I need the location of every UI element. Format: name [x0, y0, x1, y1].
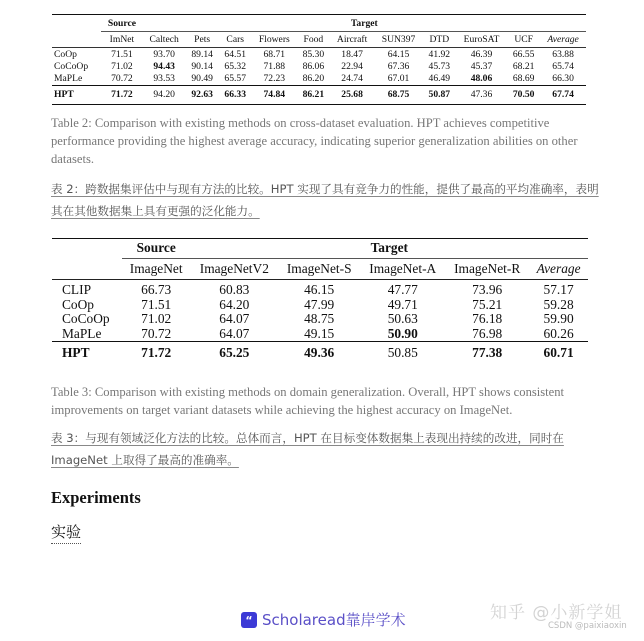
cell-best: 71.72: [122, 342, 191, 363]
cell-best: 65.25: [191, 342, 278, 363]
col-header: ImageNet: [122, 258, 191, 280]
cell: 49.15: [304, 325, 335, 341]
cell: 48.75: [304, 311, 335, 326]
table-row: [52, 312, 588, 327]
cell: 45.37: [470, 61, 493, 72]
cell: 65.32: [224, 61, 247, 72]
col-header: DTD: [423, 32, 456, 48]
cell-best: 92.63: [186, 86, 219, 105]
cell: 68.69: [512, 73, 535, 84]
cell: 60.83: [191, 280, 278, 298]
col-header: Caltech: [143, 32, 186, 48]
cell: 18.47: [330, 48, 374, 62]
col-header-average: Average: [529, 258, 588, 280]
quote-icon: “: [241, 612, 257, 628]
cell: 47.77: [360, 280, 445, 298]
cell: 49.71: [387, 296, 418, 312]
table-2-caption: Table 2: Comparison with existing methods on cross-dataset evaluation. HPT achieves competitive performance providing the highest average accuracy, indicating superior generalization abilities on other datasets.: [51, 116, 578, 166]
target-header: Target: [191, 239, 588, 259]
cell: 73.96: [445, 280, 529, 298]
cell-best: 71.72: [101, 86, 142, 105]
table-2-column-header-row: [52, 32, 586, 48]
table-2-group-header-row: [52, 15, 586, 32]
method-name: CLIP: [52, 280, 122, 298]
cell: 65.57: [224, 73, 247, 84]
table-3-caption: Table 3: Comparison with existing methods on domain generalization. Overall, HPT shows consistent improvements on target variant datasets while achieving the highest accuracy on ImageNet.: [51, 385, 565, 417]
cell-best: 74.84: [252, 86, 297, 105]
cell: 59.90: [543, 311, 574, 326]
cell-best: 77.38: [445, 342, 529, 363]
cell: 75.21: [472, 296, 503, 312]
cell: 64.51: [219, 48, 252, 62]
cell: 47.36: [456, 86, 507, 105]
section-heading: Experiments: [51, 488, 141, 507]
cell: 65.74: [552, 61, 574, 72]
table-3-group-header-row: [52, 239, 588, 259]
cell: 41.92: [423, 48, 456, 62]
method-name: CoOp: [62, 296, 94, 312]
table-row-hpt: [52, 86, 586, 105]
brand-name: Scholaread靠岸学术: [262, 611, 406, 629]
cell: 90.49: [191, 73, 213, 84]
method-name: HPT: [52, 342, 122, 363]
cell-best: 70.50: [507, 86, 540, 105]
col-header: Aircraft: [330, 32, 374, 48]
col-header-average: Average: [540, 32, 586, 48]
cell: 45.73: [428, 61, 451, 72]
cell: 64.07: [219, 325, 250, 341]
cell: 22.94: [341, 61, 363, 72]
cell: 66.73: [122, 280, 191, 298]
cell-best: 25.68: [330, 86, 374, 105]
cell: 68.21: [512, 61, 535, 72]
zhihu-watermark: 知乎 @小新学姐: [490, 603, 623, 623]
method-name: MaPLe: [62, 325, 102, 341]
table-2-cross-dataset: [52, 14, 586, 105]
cell: 66.55: [507, 48, 540, 62]
cell-best: 86.21: [297, 86, 330, 105]
cell: 64.15: [374, 48, 423, 62]
cell: 94.20: [143, 86, 186, 105]
col-header: ImageNet-R: [445, 258, 529, 280]
cell: 71.51: [141, 296, 172, 312]
cell: 60.26: [543, 325, 574, 341]
cell: 86.06: [302, 61, 325, 72]
cell: 50.63: [387, 311, 418, 326]
table-row: [52, 298, 588, 313]
table-3-column-header-row: [52, 258, 588, 280]
col-header: ImageNet-S: [278, 258, 360, 280]
cell: 46.39: [456, 48, 507, 62]
table-row: [52, 61, 586, 73]
col-header: Flowers: [252, 32, 297, 48]
cell: 57.17: [529, 280, 588, 298]
cell: 68.71: [252, 48, 297, 62]
method-name: CoCoOp: [62, 311, 110, 326]
section-heading-translation[interactable]: 实验: [51, 521, 81, 544]
cell: 64.20: [219, 296, 250, 312]
table-2-caption-translation[interactable]: 表 2：跨数据集评估中与现有方法的比较。HPT 实现了具有竞争力的性能，提供了最高的平均准确率，表明其在其他数据集上具有更强的泛化能力。: [51, 182, 599, 218]
cell: 46.15: [278, 280, 360, 298]
method-name: HPT: [52, 86, 101, 105]
cell: 71.51: [101, 48, 142, 62]
table-3-domain-generalization: [52, 238, 588, 363]
cell-best: 68.75: [374, 86, 423, 105]
table-row: [52, 280, 588, 298]
cell-best: 50.90: [387, 325, 418, 341]
cell: 50.85: [360, 342, 445, 363]
cell: 47.99: [304, 296, 335, 312]
col-header: Pets: [186, 32, 219, 48]
cell: 86.20: [302, 73, 325, 84]
cell-best: 50.87: [423, 86, 456, 105]
method-name: CoCoOp: [54, 61, 89, 72]
source-header: Source: [122, 239, 191, 259]
cell: 76.98: [472, 325, 503, 341]
col-header: ImageNetV2: [191, 258, 278, 280]
source-header: Source: [101, 15, 142, 32]
table-row: [52, 327, 588, 342]
col-header: Cars: [219, 32, 252, 48]
target-header: Target: [143, 15, 586, 32]
cell: 46.49: [428, 73, 451, 84]
cell: 89.14: [186, 48, 219, 62]
cell: 67.01: [387, 73, 410, 84]
cell: 70.72: [111, 73, 133, 84]
table-3-caption-translation[interactable]: 表 3：与现有领域泛化方法的比较。总体而言，HPT 在目标变体数据集上表现出持续的改进，同时在 ImageNet 上取得了最高的准确率。: [51, 431, 564, 467]
col-header: Food: [297, 32, 330, 48]
cell-best: 60.71: [529, 342, 588, 363]
cell-best: 67.74: [540, 86, 586, 105]
cell-best: 94.43: [153, 61, 175, 72]
cell: 93.70: [143, 48, 186, 62]
csdn-watermark: CSDN @paixiaoxin: [548, 621, 627, 631]
cell: 71.02: [111, 61, 133, 72]
method-name: CoOp: [52, 48, 101, 62]
cell: 90.14: [191, 61, 213, 72]
cell: 93.53: [153, 73, 175, 84]
col-header: EuroSAT: [456, 32, 507, 48]
cell: 71.88: [263, 61, 286, 72]
cell: 67.36: [387, 61, 410, 72]
cell: 85.30: [297, 48, 330, 62]
cell-best: 49.36: [278, 342, 360, 363]
col-header: UCF: [507, 32, 540, 48]
cell: 66.30: [552, 73, 574, 84]
cell: 71.02: [141, 311, 172, 326]
table-row-hpt: [52, 342, 588, 363]
cell: 63.88: [540, 48, 586, 62]
cell-best: 48.06: [470, 73, 493, 84]
cell: 24.74: [341, 73, 363, 84]
cell: 64.07: [219, 311, 250, 326]
method-name: MaPLe: [54, 73, 83, 84]
col-header: ImNet: [101, 32, 142, 48]
col-header: SUN397: [374, 32, 423, 48]
cell-best: 66.33: [219, 86, 252, 105]
cell: 70.72: [141, 325, 172, 341]
cell: 76.18: [472, 311, 503, 326]
col-header: ImageNet-A: [360, 258, 445, 280]
table-row: [52, 48, 586, 62]
scholaread-watermark: [241, 609, 406, 630]
cell: 59.28: [543, 296, 574, 312]
cell: 72.23: [263, 73, 286, 84]
table-row: [52, 73, 586, 86]
